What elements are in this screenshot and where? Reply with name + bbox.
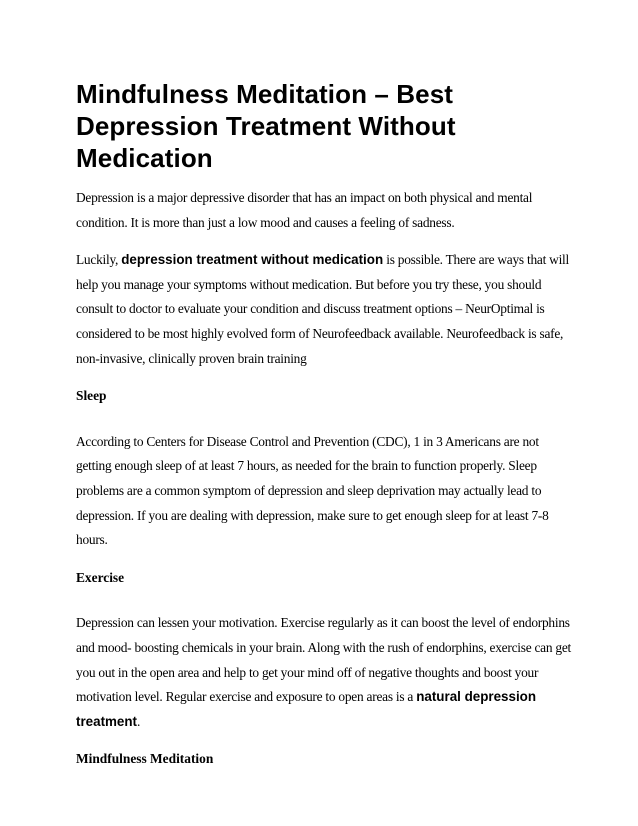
document-title: Mindfulness Meditation – Best Depression Treatment Without Medication bbox=[76, 79, 456, 173]
depression-treatment-emphasis: depression treatment without medication bbox=[121, 252, 384, 268]
exercise-heading: Exercise bbox=[76, 569, 125, 585]
natural-treatment-emphasis: natural depression treatment bbox=[76, 689, 537, 729]
exercise-text-end: . bbox=[137, 713, 141, 729]
mindfulness-heading: Mindfulness Meditation bbox=[76, 751, 214, 767]
intro-paragraph: Depression is a major depressive disorder that has an impact on both physical and mental condition. It is more than just a low mood and causes a feeling of sadness. bbox=[76, 190, 533, 230]
luckily-text-start: Luckily, bbox=[76, 252, 122, 268]
exercise-text-start: Depression can lessen your motivation. Exercise regularly as it can boost the level of endorphins and mood- boosting chemicals in your brain. Along with the rush of endorphins, exercise can get you out in the open area and help to get your mind off of negative thoughts and boost your motivation level. Regular exercise and exposure to open areas is a bbox=[76, 615, 572, 705]
document-page bbox=[76, 78, 572, 793]
luckily-text-end: is possible. There are ways that will help you manage your symptoms without medication. But before you try these, you should consult to doctor to evaluate your condition and discuss treatment options – NeurOptimal is considered to be most highly evolved form of Neurofeedback available. Neurofeedback is safe, non-invasive, clinically proven brain training bbox=[76, 252, 570, 366]
luckily-paragraph bbox=[76, 248, 572, 371]
sleep-heading: Sleep bbox=[76, 388, 107, 404]
exercise-paragraph bbox=[76, 611, 572, 734]
sleep-paragraph: According to Centers for Disease Control and Prevention (CDC), 1 in 3 Americans are not getting enough sleep of at least 7 hours, as needed for the brain to function properly. Sleep problems are a common symptom of depression and sleep deprivation may actually lead to depression. If you are dealing with depression, make sure to get enough sleep for at least 7-8 hours. bbox=[76, 433, 549, 548]
